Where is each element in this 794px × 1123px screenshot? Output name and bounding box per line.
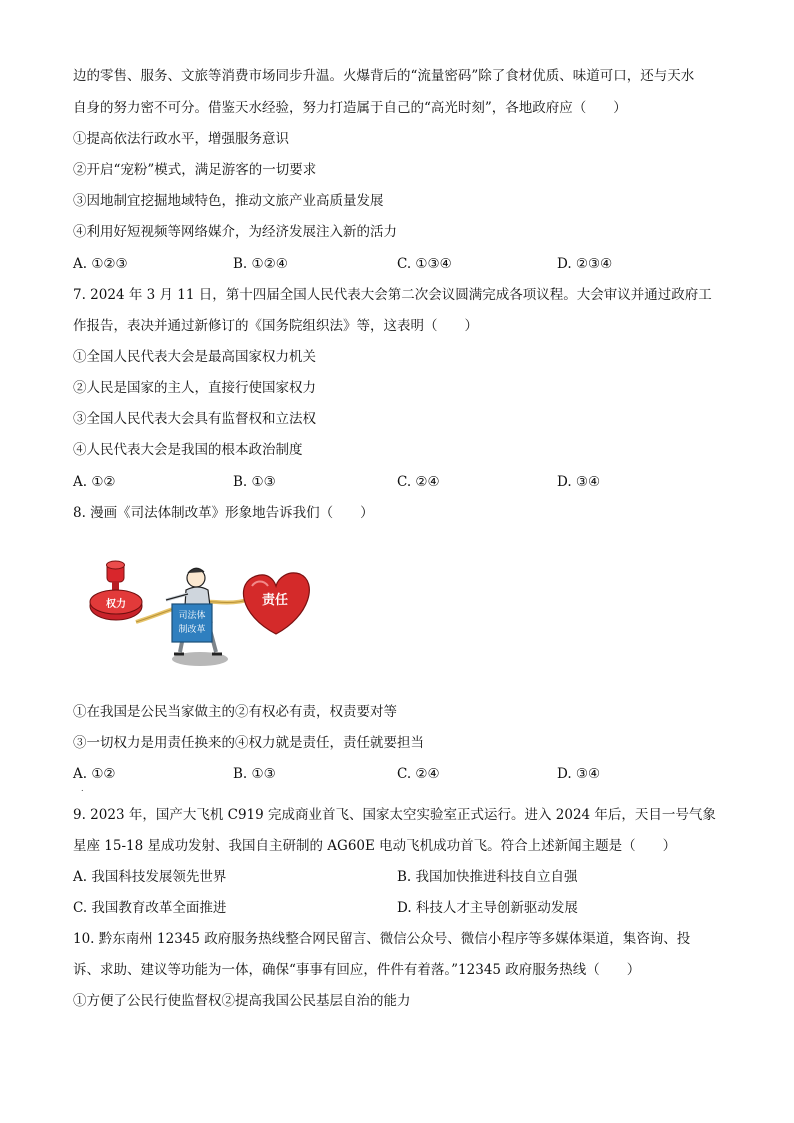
stray-dot: . <box>81 784 84 793</box>
q8-items-line1: ①在我国是公民当家做主的②有权必有责，权责要对等 <box>73 704 397 720</box>
q7-item-2: ②人民是国家的主人，直接行使国家权力 <box>73 380 316 396</box>
q6-item-1: ①提高依法行政水平，增强服务意识 <box>73 131 289 147</box>
q9-option-a: A. 我国科技发展领先世界 <box>73 869 227 885</box>
q7-stem-line1: 7. 2024 年 3 月 11 日，第十四届全国人民代表大会第二次会议圆满完成各项议程。大会审议并通过政府工 <box>73 287 712 303</box>
q7-option-d: D. ③④ <box>557 474 601 490</box>
q9-option-c: C. 我国教育改革全面推进 <box>73 900 227 916</box>
q8-option-d: D. ③④ <box>557 766 601 782</box>
q8-stem: 8. 漫画《司法体制改革》形象地告诉我们（ ） <box>73 505 374 521</box>
q9-option-b: B. 我国加快推进科技自立自强 <box>397 869 578 885</box>
q10-items-line1: ①方便了公民行使监督权②提高我国公民基层自治的能力 <box>73 993 411 1009</box>
sign-line2: 制改革 <box>178 625 206 635</box>
sign-line1: 司法体 <box>178 611 206 621</box>
q9-stem-line2: 星座 15-18 星成功发射、我国自主研制的 AG60E 电动飞机成功首飞。符合上述新闻主题是（ ） <box>73 838 677 854</box>
q8-option-a: A. ①② <box>73 766 116 782</box>
q8-items-line2: ③一切权力是用责任换来的④权力就是责任，责任就要担当 <box>73 735 424 751</box>
q10-stem-line2: 诉、求助、建议等功能为一体，确保“事事有回应，件件有着落。”12345 政府服务热线（ ） <box>73 962 641 978</box>
q8-option-b: B. ①③ <box>233 766 276 782</box>
responsibility-label: 责任 <box>261 593 289 608</box>
q7-item-3: ③全国人民代表大会具有监督权和立法权 <box>73 411 316 427</box>
q6-option-a: A. ①②③ <box>73 256 128 272</box>
q10-stem-line1: 10. 黔东南州 12345 政府服务热线整合网民留言、微信公众号、微信小程序等多媒体渠道，集咨询、投 <box>73 931 691 947</box>
q6-option-c: C. ①③④ <box>397 256 452 272</box>
q9-option-d: D. 科技人才主导创新驱动发展 <box>397 900 578 916</box>
q7-option-c: C. ②④ <box>397 474 440 490</box>
q8-option-c: C. ②④ <box>397 766 440 782</box>
q7-option-a: A. ①② <box>73 474 116 490</box>
heart-icon <box>243 573 309 634</box>
q7-option-b: B. ①③ <box>233 474 276 490</box>
man-figure-icon <box>166 568 228 666</box>
q7-item-4: ④人民代表大会是我国的根本政治制度 <box>73 442 303 458</box>
q6-stem-line2: 自身的努力密不可分。借鉴天水经验，努力打造属于自己的“高光时刻”，各地政府应（ ） <box>73 100 627 116</box>
q7-item-1: ①全国人民代表大会是最高国家权力机关 <box>73 349 316 365</box>
q6-stem-line1: 边的零售、服务、文旅等消费市场同步升温。火爆背后的“流量密码”除了食材优质、味道可口，还与天水 <box>73 68 695 84</box>
q6-item-3: ③因地制宜挖掘地域特色，推动文旅产业高质量发展 <box>73 193 384 209</box>
q6-option-d: D. ②③④ <box>557 256 613 272</box>
power-button-icon <box>90 561 142 620</box>
power-label: 权力 <box>106 599 126 610</box>
q9-stem-line1: 9. 2023 年，国产大飞机 C919 完成商业首飞、国家太空实验室正式运行。进入 2024 年后，天目一号气象 <box>73 807 716 823</box>
judicial-reform-cartoon <box>88 556 318 668</box>
q7-stem-line2: 作报告，表决并通过新修订的《国务院组织法》等，这表明（ ） <box>73 318 478 334</box>
q6-item-2: ②开启“宠粉”模式，满足游客的一切要求 <box>73 162 317 178</box>
q6-item-4: ④利用好短视频等网络媒介，为经济发展注入新的活力 <box>73 224 397 240</box>
q6-option-b: B. ①②④ <box>233 256 288 272</box>
